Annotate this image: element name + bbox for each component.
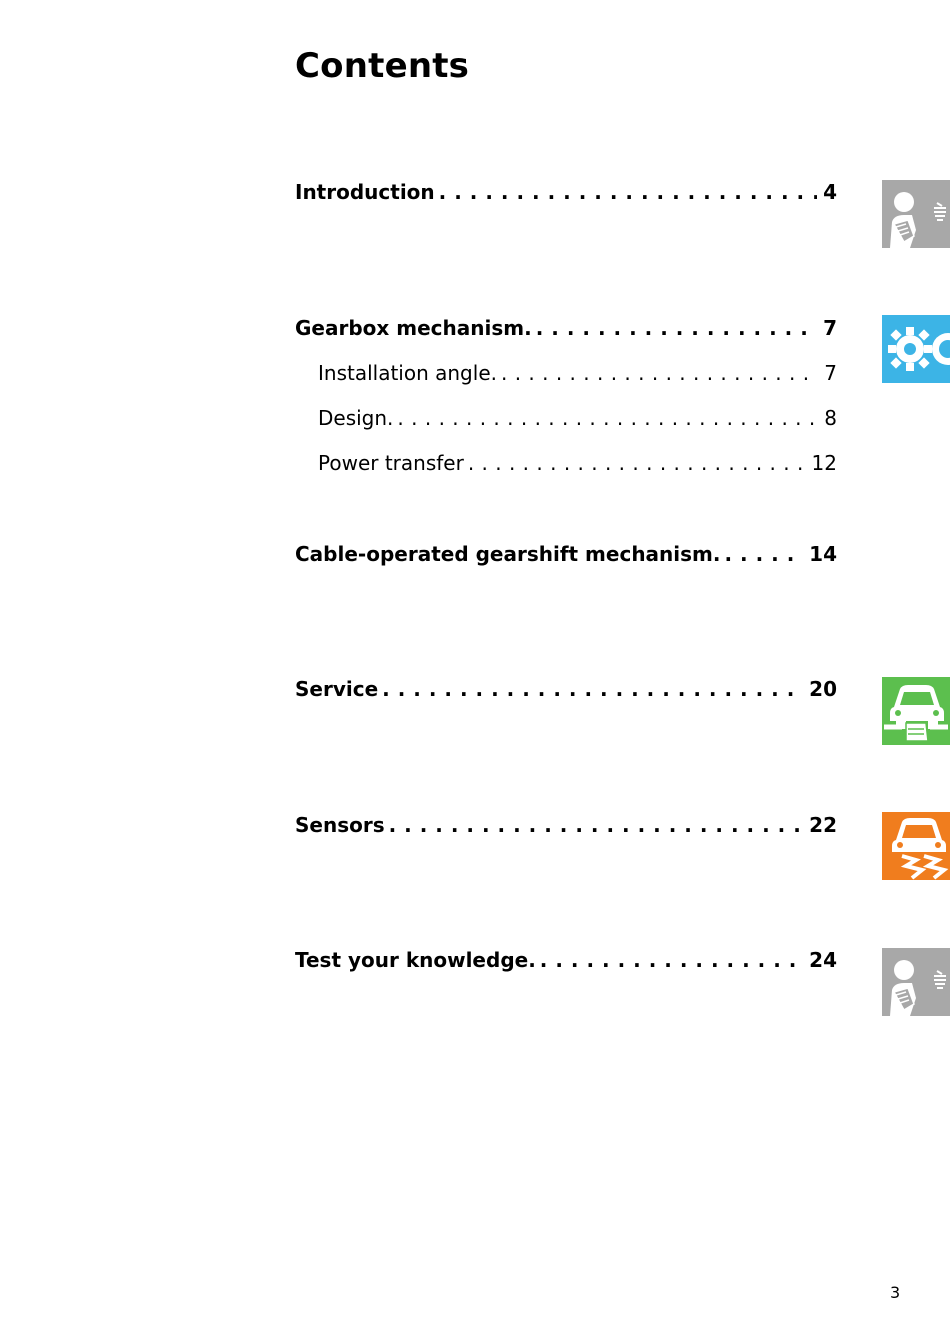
page-title: Contents bbox=[295, 46, 470, 86]
toc-entry-label: Introduction bbox=[295, 180, 435, 204]
leader-dots bbox=[389, 812, 804, 838]
toc-entry-page: 12 bbox=[811, 451, 837, 475]
toc-entry-test-your-knowledge[interactable] bbox=[295, 947, 837, 973]
toc-entry-label: Service bbox=[295, 677, 379, 701]
toc-entry-page: 7 bbox=[823, 316, 837, 340]
toc-entry-design[interactable] bbox=[318, 405, 837, 431]
info-person-icon bbox=[882, 180, 950, 248]
toc-entry-page: 8 bbox=[824, 406, 837, 430]
toc-entry-page: 20 bbox=[809, 677, 837, 701]
toc-entry-power-transfer[interactable] bbox=[318, 450, 837, 476]
toc-entry-page: 7 bbox=[824, 361, 837, 385]
toc-entry-label: Test your knowledge. bbox=[295, 948, 536, 972]
toc-entry-label: Power transfer bbox=[318, 451, 464, 475]
toc-entry-service[interactable] bbox=[295, 676, 837, 702]
toc-entry-sensors[interactable] bbox=[295, 812, 837, 838]
page-number: 3 bbox=[890, 1283, 901, 1302]
toc-entry-label: Cable-operated gearshift mechanism. bbox=[295, 542, 721, 566]
leader-dots bbox=[725, 541, 804, 567]
info-person-icon bbox=[882, 948, 950, 1016]
leader-dots bbox=[397, 405, 818, 431]
car-skid-icon bbox=[882, 812, 950, 880]
car-service-icon bbox=[882, 677, 950, 745]
leader-dots bbox=[468, 450, 806, 476]
toc-entry-label: Sensors bbox=[295, 813, 385, 837]
toc-entry-page: 22 bbox=[809, 813, 837, 837]
gear-icon bbox=[882, 315, 950, 383]
toc-entry-label: Installation angle. bbox=[318, 361, 497, 385]
leader-dots bbox=[439, 179, 817, 205]
toc-entry-label: Gearbox mechanism. bbox=[295, 316, 532, 340]
leader-dots bbox=[536, 315, 817, 341]
toc-entry-cable-operated-gearshift[interactable] bbox=[295, 541, 837, 567]
toc-entry-page: 4 bbox=[823, 180, 837, 204]
toc-entry-introduction[interactable] bbox=[295, 179, 837, 205]
leader-dots bbox=[540, 947, 803, 973]
toc-entry-installation-angle[interactable] bbox=[318, 360, 837, 386]
toc-entry-gearbox-mechanism[interactable] bbox=[295, 315, 837, 341]
toc-entry-label: Design. bbox=[318, 406, 394, 430]
toc-entry-page: 14 bbox=[809, 542, 837, 566]
toc-entry-page: 24 bbox=[809, 948, 837, 972]
leader-dots bbox=[382, 676, 803, 702]
leader-dots bbox=[501, 360, 818, 386]
